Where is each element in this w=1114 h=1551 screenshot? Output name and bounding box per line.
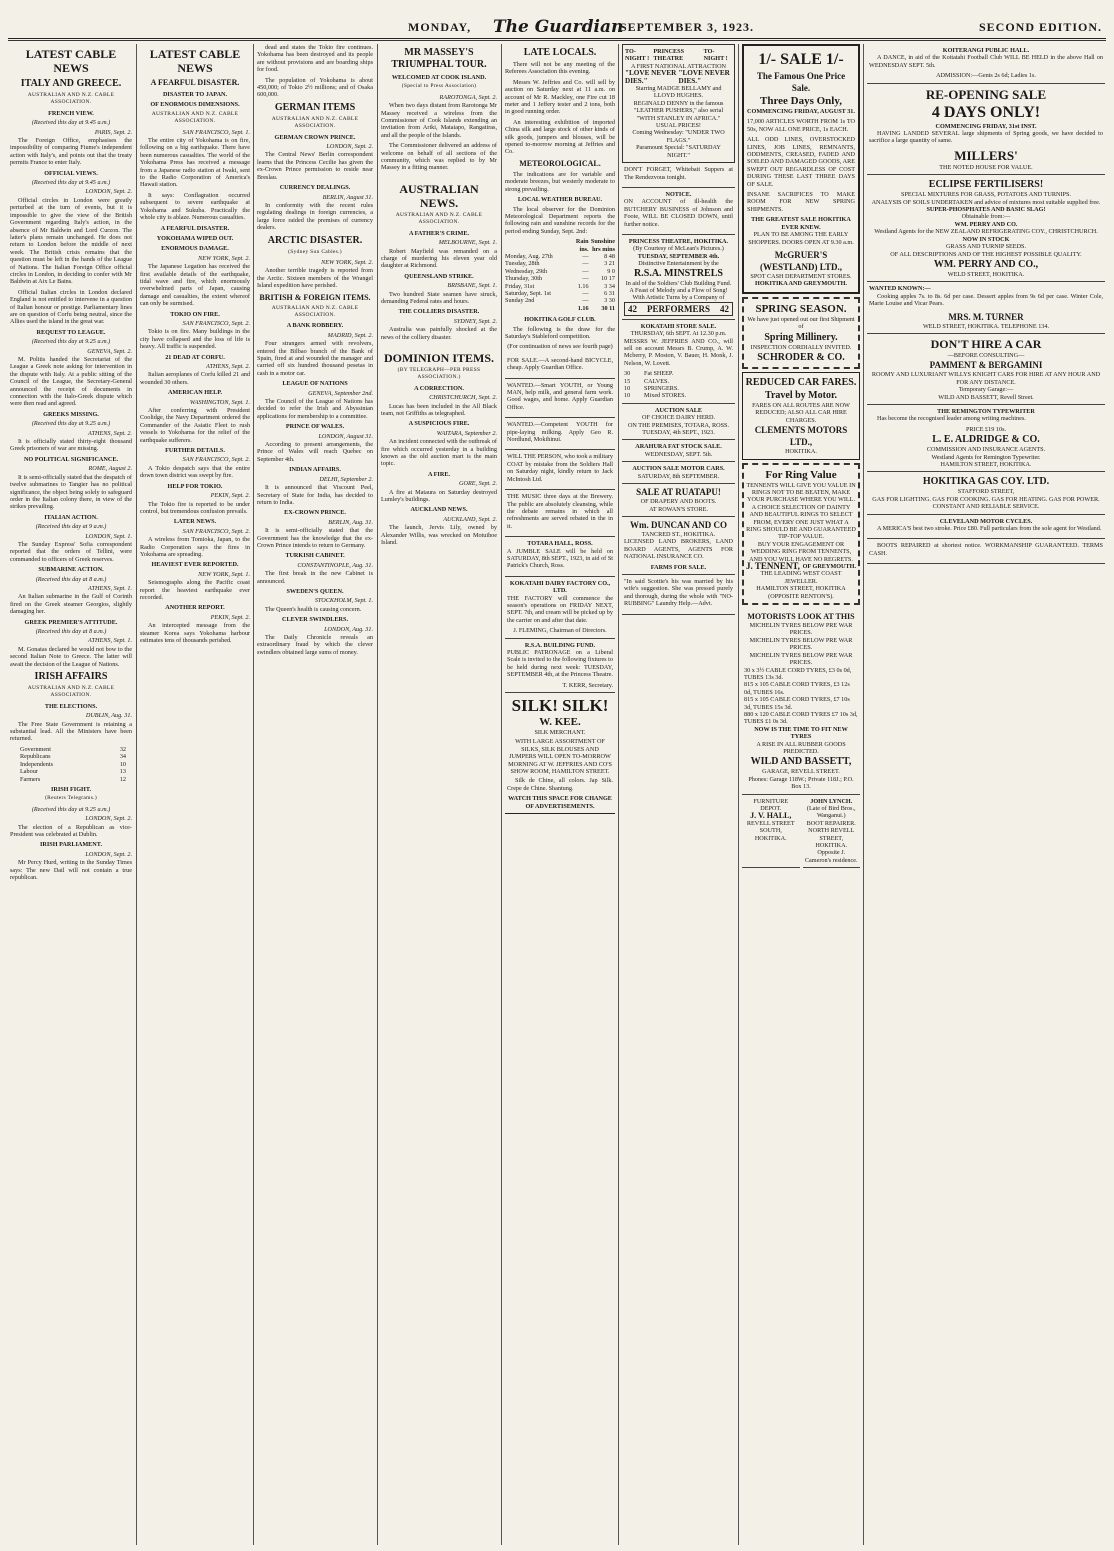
weather-row xyxy=(505,268,615,275)
headline: AUSTRALIAN NEWS. xyxy=(399,181,479,210)
tyres-ad: MOTORISTS LOOK AT THIS MICHELIN TYRES BELOW PRE WAR PRICES. MICHELIN TYRES BELOW PRE WAR PRICES. MICHELIN TYRES BELOW PRE WAR PRICES. 30 x 3½ CABLE CORD TYRES, £3 0s 0d, TUBES 13s 3d. 815 x 105 CABLE CORD TYRES, £3 12s 0d, TUBES 16s. 815 x 105 CABLE CORD TYRES, £7 10s 3d, TUBES 15s 3d. 880 x 120 CABLE CORD TYRES £7 10s 3d, TUBES £1 0s 3d. NOW IS THE TIME TO FIT NEW TYRES A RISE IN ALL RUBBER GOODS PREDICTED. WILD AND BASSETT, GARAGE, REVELL STREET. Phones: Garage 118W.; Private 118J.; P.O. Box 13. xyxy=(742,608,860,795)
subhead: IRISH PARLIAMENT. xyxy=(40,841,102,849)
weather-cell: 3 34 xyxy=(604,282,615,290)
subhead: INDIAN AFFAIRS. xyxy=(289,466,341,474)
dateline: NEW YORK, Sept. 2. xyxy=(321,258,373,266)
headline: MR MASSEY'S TRIUMPHAL TOUR. xyxy=(391,47,487,70)
dateline: PEKIN, Sept. 2. xyxy=(210,613,250,621)
column-8 xyxy=(867,44,1105,1545)
weather-cell: — xyxy=(582,275,589,283)
subhead: EX-CROWN PRINCE. xyxy=(284,509,346,517)
article-text: Official Italian circles in London declared England is not entitled to intervene in a question of Italian honour or prestige. Parliamentary lines are on question of Corfu being neutral, since the Allies used the island in the great war. xyxy=(10,288,132,326)
millinery-ad: SPRING SEASON. We have just opened out our first Shipment of Spring Millinery. INSPECTION CORDIALLY INVITED. SCHRODER & CO. xyxy=(742,297,860,369)
stock-label: SPRINGERS. xyxy=(644,385,679,393)
article-text: An incident connected with the outbreak of fire which occurred yesterday in a building known as the old auction mart is the main topic. xyxy=(381,438,497,468)
agency-line: AUSTRALIAN AND N.Z. CABLE ASSOCIATION. xyxy=(151,110,239,125)
weather-table xyxy=(505,238,615,312)
classified-ad: "In said Scottie's his was married by his wife's suggestion. She was pressed purely and thorough, during the whole with "NO-RUBBING" Laundry Help.—Advt. xyxy=(622,575,735,615)
weather-cell: — xyxy=(582,297,589,305)
article-text: Italian aeroplanes of Corfu killed 21 and wounded 30 others. xyxy=(140,371,250,386)
classified-ad: THE MUSIC three days at the Brewery. The public are absolutely cleansing, while the debate remains in which all refreshments are served rebated in the in it. xyxy=(505,490,615,537)
masthead-rule xyxy=(8,40,1106,41)
masthead-title: The Guardian xyxy=(493,17,624,37)
headline: BRITISH & FOREIGN ITEMS. xyxy=(259,292,371,302)
weather-cell: 8 48 xyxy=(604,252,615,260)
stock-item xyxy=(624,378,733,385)
dance-ad: KOITERANGI PUBLIC HALL. A DANCE, in aid of the Koitatahi Football Club WILL BE HELD in the above Hall on WEDNESDAY SEPT. 5th. ADMISSION:—Gents 2s 6d; Ladies 1s. xyxy=(867,44,1105,84)
stock-item xyxy=(624,392,733,399)
weather-row xyxy=(505,283,615,290)
weather-row xyxy=(505,305,615,312)
auction-ad: KOKATAHI STORE SALE. THURSDAY, 6th SEPT. At 12.30 p.m. MESSRS W. JEFFRIES AND CO., will sell on account Messrs B. Crump, A. W. Mcberry, P. Moston, V. Bauer, H. Monk, J. Nelson, W. Lovett. 30 Fat SHEEP. 15 CALVES. 10 SPRINGERS. 10 Mixed STORES. xyxy=(622,320,735,404)
weather-row xyxy=(505,290,615,297)
dateline: DELHI, September 2. xyxy=(319,475,373,483)
weather-cell: — xyxy=(582,260,589,268)
article-text: Tokio is on fire. Many buildings in the city have collapsed and the loss of life is heavy. All traffic is suspended. xyxy=(140,328,250,351)
article-text: Two hundred State seamen have struck, demanding Federal rates and hours. xyxy=(381,290,497,305)
tyre-price-line: 30 x 3½ CABLE CORD TYRES, £3 0s 0d, TUBES 13s 3d. xyxy=(744,666,852,681)
subhead: GREEKS MISSING. xyxy=(43,410,99,418)
agency-line: (Reuters Telegrams.) xyxy=(45,795,97,802)
masthead-edition: SECOND EDITION. xyxy=(978,19,1102,34)
article-text: Another terrible tragedy is reported from the Arctic. Sixteen members of the Wrangel Island expedition have perished. xyxy=(257,267,373,290)
weather-cell: Wednesday, 29th xyxy=(505,267,548,275)
article-text: The local observer for the Dominion Meteorological Department reports the following rain and sunshine records for the period ending Sunday, Sept. 2nd: xyxy=(505,205,615,235)
dateline: LONDON, Aug. 31. xyxy=(324,625,373,633)
article-text: The Sunday Express' Sofia correspondent reported that the orders of Tellini, were commanded to officers of Greek reserves. xyxy=(10,540,132,563)
subhead: 21 DEAD AT CORFU. xyxy=(165,353,225,361)
party-seats: 34 xyxy=(119,753,126,761)
party-name: Labour xyxy=(20,768,38,776)
classified-ad: WANTED.—Smart YOUTH, or Young MAN, help milk, and general farm work. Good wages, and home. Apply Guardian Office. xyxy=(505,379,615,419)
agency-line: AUSTRALIAN AND N.Z. CABLE ASSOCIATION. xyxy=(271,115,359,130)
column-7 xyxy=(742,44,860,1545)
weather-cell: Thursday, 30th xyxy=(505,275,543,283)
subhead: WELCOMED AT COOK ISLAND. xyxy=(391,74,487,81)
article-text: The Queen's health is causing concern. xyxy=(265,605,362,613)
weather-row xyxy=(505,253,615,260)
subhead: LOCAL WEATHER BUREAU. xyxy=(517,196,603,204)
article-text: Four strangers armed with revolvers, entered the Bilbao branch of the Bank of Spain, fired at and wounded the manager and carried off six hundred thousand pesetas in cash in a motor car. xyxy=(257,340,373,377)
classified-ad: DON'T FORGET, Whitebait Suppers at The Rendezvous tonight. xyxy=(622,163,735,188)
column-2 xyxy=(140,44,250,1545)
subhead: TOKIO ON FIRE. xyxy=(170,310,220,318)
dateline: (Received this day at 9.25 a.m.) xyxy=(31,805,111,813)
auction-ad: ARAHURA FAT STOCK SALE. WEDNESDAY, SEPT. 5th. xyxy=(622,440,735,462)
article-text: Official circles in London were greatly perturbed at the turn of events, but it is impossible to give the view of the British Government regarding Italy's action, in the absence of Mr Baldwin and Lord Curzon. The latter's plans remain unchanged. He does not return to London before the middle of next week. The British crisis remains that the question must be left in the hands of the League of Nations. The Italian Foreign Office official circles in London, in deciding to confer with Mr Baldwin at Aix Le Bains. xyxy=(10,196,132,286)
subhead: A FATHER'S CRIME. xyxy=(408,229,470,237)
classified-ad: WILL THE PERSON, who took a military COAT by mistake from the Soldiers Hall on Saturday night, kindly return to Jack McIntosh Ltd. xyxy=(505,450,615,490)
article-text: The Tokio fire is reported to be under control, but tremendous confusion prevails. xyxy=(140,500,250,515)
weather-cell: 9 0 xyxy=(607,267,615,275)
subhead: IRISH FIGHT. xyxy=(50,785,92,793)
weather-cell: — xyxy=(582,289,589,297)
stock-count: 30 xyxy=(624,370,631,378)
silk-headline: SILK! SILK! xyxy=(511,696,609,716)
headline: METEOROLOGICAL. xyxy=(519,158,601,168)
classified-ad: FOR SALE.—A second-hand BICYCLE, cheap. Apply Guardian Office. xyxy=(505,354,615,379)
article-text: The election of a Republican as vice-President was celebrated at Dublin. xyxy=(10,823,132,838)
article-text: The Japanese Legation has received the first available details of the earthquake, tidal wave and fire, which enormously overwhelmed parts of Japan, causing damage and casualties, the extent whereof can only be surmised. xyxy=(140,263,250,308)
dateline: MADRID, Sept. 2. xyxy=(327,331,373,339)
column-6 xyxy=(622,44,735,1545)
column-rule xyxy=(618,44,619,1545)
weather-cell: 1.16 xyxy=(577,282,589,290)
dateline: SAN FRANCISCO, Sept. 2. xyxy=(182,456,250,464)
dateline: CHRISTCHURCH, Sept. 2. xyxy=(429,394,497,402)
classified-ad: R.S.A. BUILDING FUND. PUBLIC PATRONAGE on a Liberal Scale is invited to the following fixtures to be held during next week: TUESDAY, SEPTEMBER 4th, at the Princess Theatre. T. KERR, Secretary. xyxy=(505,639,615,693)
dateline: MELBOURNE, Sept. 1. xyxy=(438,239,497,247)
furniture-ad: FURNITURE DEPOT. J. V. HALL, REVELL STREET SOUTH, HOKITIKA. xyxy=(742,795,800,869)
article-text: A fire at Mataura on Saturday destroyed Lumley's buildings. xyxy=(381,488,497,504)
motor-fares-ad: REDUCED CAR FARES. Travel by Motor. FARES ON ALL ROUTES ARE NOW REDUCED; ALSO ALL CAR HIRE CHARGES. CLEMENTS MOTORS LTD., HOKITIKA. xyxy=(742,372,860,460)
party-seats: 10 xyxy=(119,760,126,768)
dateline: GORE, Sept. 2. xyxy=(459,480,497,488)
article-text: It says: Conflagration occurred subsequent to severe earthquake at Yokohama and Sukuba. Practically the whole city is ablaze. Numerous casualties. xyxy=(140,191,250,222)
dateline: LONDON, Sept. 1. xyxy=(85,532,132,540)
dateline: WASHINGTON, Sept. 1. xyxy=(189,398,250,406)
article-text: It is announced that Viscount Peel, Secretary of State for India, has decided to return to India. xyxy=(257,484,373,506)
article-text: The Commissioner delivered an address of welcome on behalf of all sections of the community, which was replied to by Mr Massey in a fitting manner. xyxy=(381,142,497,172)
subhead: A BANK ROBBERY. xyxy=(286,322,344,330)
stock-list xyxy=(624,370,733,400)
headline: LATEST CABLE NEWS xyxy=(149,47,241,75)
dateline: ATHENS, Sept. 1. xyxy=(88,584,132,592)
subhead: DISASTER TO JAPAN. xyxy=(162,91,228,98)
article-text: It is semi-officially stated that the despatch of twelve submarines to Tangier has no political significance, the object being solely to safeguard order in the Italian colony there, in view of the strikes prevailing. xyxy=(10,473,132,511)
theatre-ad: TO-NIGHT ! PRINCESS THEATRE TO-NIGHT ! A FIRST NATIONAL ATTRACTION "LOVE NEVER DIES." "LOVE NEVER DIES." Starring MADGE BELLAMY and LLOYD HUGHES. REGINALD DENNY in the famous "LEATHER PUSHERS," also serial "WITH STANLEY IN AFRICA." USUAL PRICES! Coming Wednesday: "UNDER TWO FLAGS." Paramount Special: "SATURDAY NIGHT." xyxy=(622,44,735,163)
article-text: Seismographs along the Pacific coast report the heaviest earthquake ever recorded. xyxy=(140,579,250,601)
weather-cell xyxy=(505,305,569,312)
article-text: After conferring with President Coolidge, the Navy Department ordered the Commander of the Asiatic Fleet to rush vessels to Yokohama for the relief of the earthquake sufferers. xyxy=(140,407,250,444)
dateline: GENEVA, Sept. 2. xyxy=(87,347,132,355)
headline: A FEARFUL DISASTER. xyxy=(150,78,240,87)
weather-row xyxy=(505,260,615,267)
dateline: SAN FRANCISCO, Sept. 2. xyxy=(182,527,250,535)
dateline: LONDON, Sept. 2. xyxy=(326,143,373,151)
weather-row xyxy=(505,238,615,253)
party-name: Independents xyxy=(20,760,53,768)
auction-ad: AUCTION SALE MOTOR CARS. SATURDAY, 8th SEPTEMBER. xyxy=(622,462,735,484)
boot-repairer-ad: JOHN LYNCH. (Late of Bird Bros., Wanganui.) BOOT REPAIRER. NORTH REVELL STREET, HOKITIKA. Opposite J. Cameron's residence. xyxy=(803,795,861,869)
weather-cell: — xyxy=(582,267,589,275)
article-text: In conformity with the recent rules regulating dealings in foreign currencies, a large force raided the premises of currency dealers. xyxy=(257,201,373,232)
article-text: The Free State Government is retaining a substantial lead. All the Ministers have been returned. xyxy=(10,720,132,743)
subhead: TURKISH CABINET. xyxy=(285,552,345,560)
subhead: OFFICIAL VIEWS. xyxy=(44,169,98,177)
agency-line: (BY TELEGRAPH—PER PRESS ASSOCIATION.) xyxy=(397,366,481,381)
column-rule xyxy=(253,44,254,1545)
auction-ad: AUCTION SALE OF CHOICE DAIRY HERD. ON THE PREMISES, TOTARA, ROSS. TUESDAY, 4th SEPT., 1923. xyxy=(622,404,735,441)
dateline: PEKIN, Sept. 2. xyxy=(210,492,250,500)
dateline: DUBLIN, Aug. 31. xyxy=(85,712,132,720)
results-row xyxy=(20,776,126,783)
article-text: The Foreign Office, emphasises the impossibility of comparing Fiume's independent action with Italy's, and points out that the treaty permits France to enter Italy. xyxy=(10,137,132,167)
gas-company-ad: HOKITIKA GAS COY. LTD. STAFFORD STREET, GAS FOR LIGHTING. GAS FOR COOKING. GAS FOR HEATING. GAS FOR POWER. CONSTANT AND RELIABLE SERVICE. xyxy=(867,472,1105,514)
column-rule xyxy=(136,44,137,1545)
weather-cell: Tuesday, 28th xyxy=(505,260,540,268)
jeweller-ad: For Ring Value TENNENTS WILL GIVE YOU VALUE IN RINGS NOT TO BE BEATEN, MAKE YOUR PURCHASE WHERE YOU WILL. A CHOICE SELECTION OF DAINTY AND BEAUTIFUL RINGS TO SELECT FROM, EVERY ONE JUST WHAT A RING SHOULD BE AND GUARANTEED TIP-TOP VALUE. BUY YOUR ENGAGEMENT OR WEDDING RING FROM TENNENTS, AND YOU WILL HAVE NO REGRETS. J. TENNENT, OF GREYMOUTH. THE LEADING WEST COAST JEWELLER. HAMILTON STREET, HOKITIKA (OPPOSITE RENTON'S). xyxy=(742,463,860,606)
article-text: A Tokio despatch says that the entire down town district was swept by fire. xyxy=(140,464,250,480)
stock-label: CALVES. xyxy=(644,377,670,385)
weather-cell: Friday, 31st xyxy=(505,282,535,290)
results-row xyxy=(20,768,126,775)
subhead: A CORRECTION. xyxy=(414,384,464,392)
column-rule xyxy=(863,44,864,1545)
dateline: ATHENS, Sept. 2. xyxy=(88,429,132,437)
tyre-list xyxy=(744,667,858,726)
dateline: (Received this day at 9.45 a.m.) xyxy=(31,179,111,187)
weather-cell: 10 17 xyxy=(601,275,615,283)
article-text: M. Gonatas declared he would not bow to the second Italian Note to Greece. The latter will await the decision of the League of Nations. xyxy=(10,645,132,668)
headline: ITALY AND GREECE. xyxy=(20,78,122,89)
weather-cell: 6 31 xyxy=(604,289,615,297)
subhead: A FEARFUL DISASTER. xyxy=(160,224,230,232)
dateline: (Received this day at 9 a.m.) xyxy=(35,523,107,531)
article-text: The entire city of Yokohama is on fire, following on a big earthquake. There have been numerous casualties. The world of the Yokohama Press has received a message from a Japanese radio station at Iwaki, sent to the Radio Corporation of America's Hawaii station. xyxy=(140,137,250,189)
article-text: M. Politis handed the Secretariat of the League a Greek note asking for intervention in the dispute with Italy. At a public sitting of the Council of the League, the Secretary-General announced the receipt of documents in connection with the Italo-Greek dispute which were then read and agreed. xyxy=(10,356,132,408)
subhead: GERMAN CROWN PRINCE. xyxy=(274,133,356,141)
subhead: HELP FOR TOKIO. xyxy=(167,482,223,490)
subhead: THE COLLIERS DISASTER. xyxy=(398,308,480,316)
weather-cell: Rain ins. xyxy=(575,238,589,253)
article-text: dead and states the Tokio fire continues. Yokohama has been destroyed and its people are without provisions and are boarding ships for food. xyxy=(257,44,373,74)
article-text: When two days distant from Rarotonga Mr Massey received a wireless from the Commissioner of Cook Islands extending an invitation from Ariki, Mataiapo, Rangatiras, and all the people of the Islands. xyxy=(381,102,497,139)
dateline: SYDNEY, Sept. 2. xyxy=(453,317,497,325)
subhead: SWEDEN'S QUEEN. xyxy=(286,587,344,595)
boots-ad: BOOTS REPAIRED at shortest notice. WORKMANSHIP GUARANTEED. TERMS CASH. xyxy=(867,539,1105,564)
article-text: Lucas has been included in the All Black team, not Griffiths as telegraphed. xyxy=(381,402,497,417)
party-name: Farmers xyxy=(20,775,41,783)
weather-cell: 3 30 xyxy=(604,297,615,305)
article-text: Robert Mayfield was remanded on a charge of murdering his eleven year old daughter at Richmond. xyxy=(381,247,497,270)
agency-line: (Sydney Sun Cables.) xyxy=(288,248,342,255)
column-rule xyxy=(377,44,378,1545)
dateline: GENEVA, September 2nd. xyxy=(308,389,373,397)
dateline: AUCKLAND, Sept. 2. xyxy=(443,515,497,523)
article-text: The indications are for variable and moderate breezes, but westerly moderate to strong prevailing. xyxy=(505,170,615,193)
weather-cell: — xyxy=(582,252,589,260)
article-text: The first break in the new Cabinet is announced. xyxy=(257,570,373,585)
subhead: OF ENORMOUS DIMENSIONS. xyxy=(150,101,240,109)
classified-ad: NOTICE. ON ACCOUNT of ill-health the BUTCHERY BUSINESS of Johnson and Foote, WILL BE CLOSED DOWN, until further notice. xyxy=(622,188,735,235)
article-text: The following is the draw for the Saturday's Stableford competition. xyxy=(505,325,615,340)
typewriter-ad: THE REMINGTON TYPEWRITER Has become the recognised leader among writing machines. PRICE £19 10s. L. E. ALDRIDGE & CO. COMMISSION AND INSURANCE AGENTS. Westland Agents for Remington Typewriter. HAMILTON STREET, HOKITIKA. xyxy=(867,405,1105,472)
weather-cell: Saturday, Sept. 1st xyxy=(505,289,552,297)
land-brokers-ad: Wm. DUNCAN AND CO TANCRED ST., HOKITIKA. LICENSED LAND BROKERS, LAND BOARD AGENTS, AGENTS FOR NATIONAL INSURANCE CO. FARMS FOR SALE. xyxy=(622,517,735,575)
headline: GERMAN ITEMS xyxy=(274,101,356,113)
dateline: SAN FRANCISCO, Sept. 1. xyxy=(182,128,250,136)
dateline: LONDON, Sept. 2. xyxy=(85,850,132,858)
article-text: According to present arrangements, the Prince of Wales will reach Quebec on September 4th. xyxy=(257,441,373,463)
subhead: GREEK PREMIER'S ATTITUDE. xyxy=(24,618,118,626)
reopening-sale-ad: RE-OPENING SALE 4 DAYS ONLY! COMMENCING FRIDAY, 31st INST. HAVING LANDED SEVERAL large shipments of Spring goods, we have decided to sacrifice a large quantity of same. MILLERS' THE NOTED HOUSE FOR VALUE. xyxy=(867,84,1105,176)
weather-row xyxy=(505,297,615,304)
article-text: The Central News' Berlin correspondent learns that the Princess Cecilie has given the ex-Crown Prince permission to reside near Breslau. xyxy=(257,151,373,181)
weather-cell: Monday, Aug. 27th xyxy=(505,252,553,260)
dateline: WAITARA, September 2. xyxy=(436,429,497,437)
motorcycle-ad: CLEVELAND MOTOR CYCLES. A MERICA'S best two stroke. Price £80. Full particulars from the sole agent for Westland. xyxy=(867,515,1105,540)
subhead: AUCKLAND NEWS. xyxy=(410,506,468,514)
article-text: Mr Percy Hurd, writing in the Sunday Times says: The new Dail will not contain a true republican. xyxy=(10,859,132,881)
article-text: The launch, Jervis Lily, owned by Alexander Willis, was wrecked on Motuihoe Island. xyxy=(381,524,497,547)
column-5 xyxy=(505,44,615,1545)
subhead: NO POLITICAL SIGNIFICANCE. xyxy=(23,455,119,463)
headline: DOMINION ITEMS. xyxy=(383,350,494,365)
car-hire-ad: DON'T HIRE A CAR —BEFORE CONSULTING— PAMMENT & BERGAMINI ROOMY AND LUXURIANT WILLYS KNIGHT CARS FOR HIRE AT ANY HOUR AND FOR ANY DISTANCE. Temporary Garage:— WILD AND BASSETT, Revell Street. xyxy=(867,334,1105,405)
article-text: Australia was painfully shocked at the news of the colliery disaster. xyxy=(381,326,497,341)
stock-count: 10 xyxy=(624,392,631,400)
tyre-price-line: 815 x 105 CABLE CORD TYRES, £7 10s 3d, TUBES 15s 3d. xyxy=(744,696,850,711)
dateline: STOCKHOLM, Sept. 1. xyxy=(314,597,373,605)
subhead: FURTHER DETAILS. xyxy=(165,447,225,455)
stock-count: 15 xyxy=(624,377,631,385)
weather-cell: 1.16 xyxy=(577,304,589,312)
column-3 xyxy=(257,44,373,1545)
masthead xyxy=(8,16,1106,39)
dateline: LONDON, Sept. 2. xyxy=(85,188,132,196)
agency-line: AUSTRALIAN AND N.Z. CABLE ASSOCIATION. xyxy=(395,211,483,226)
dateline: BERLIN, August 31. xyxy=(322,193,373,201)
dateline: LONDON, August 31. xyxy=(318,432,373,440)
article-text: Messrs W. Jeffries and Co. will sell by auction on Saturday next at 11 a.m. on account of Mr R. Mackley, one Fire cut 18 meter and 1 Jeffery tester and 2 tons, both in good running order. xyxy=(505,78,615,116)
drapery-sale-ad: SALE AT RUATAPU! OF DRAPERY AND BOOTS. AT ROWAN'S STORE. xyxy=(622,484,735,517)
weather-row xyxy=(505,275,615,282)
subhead: REQUEST TO LEAGUE. xyxy=(36,328,106,336)
subhead: CURRENCY DEALINGS. xyxy=(279,184,351,192)
weather-cell: 3 21 xyxy=(604,260,615,268)
stock-count: 10 xyxy=(624,385,631,393)
classified-ad: TOTARA HALL, ROSS. A JUMBLE SALE will be held on SATURDAY, 8th SEPT., 1923, in aid of St Patrick's Church, Ross. xyxy=(505,537,615,577)
classified-ad: KOKATAHI DAIRY FACTORY CO., LTD. THE FACTORY will commence the season's operations on FRIDAY NEXT, SEPT. 7th, and cream will be picked up by the carrier on and after that date. J. FLEMING, Chairman of Directors. xyxy=(505,577,615,639)
dateline: (Received this day at 9.25 a.m.) xyxy=(31,420,111,428)
subhead: SUBMARINE ACTION. xyxy=(38,566,104,574)
stock-item xyxy=(624,385,733,392)
subhead: FRENCH VIEW. xyxy=(48,109,94,117)
article-text: The Council of the League of Nations has decided to refer the Irish and Abyssinian applications for membership to a committee. xyxy=(257,398,373,420)
party-name: Republicans xyxy=(20,753,51,761)
dateline: ATHENS, Sept. 2. xyxy=(206,363,250,370)
dateline: ATHENS, Sept. 1. xyxy=(88,637,132,645)
dateline: NEW YORK, Sept. 2. xyxy=(198,254,250,262)
subhead: A FIRE. xyxy=(427,470,450,478)
subhead: HEAVIEST EVER REPORTED. xyxy=(151,561,239,569)
article-text: An intercepted message from the steamer Korea says Yokohama harbour estimates tens of thousands perished. xyxy=(140,622,250,644)
dateline: SAN FRANCISCO, Sept. 2. xyxy=(182,319,250,327)
article-text: A wireless from Tomioka, Japan, to the Radio Corporation says the fires in Yokohama are spreading. xyxy=(140,536,250,558)
party-seats: 32 xyxy=(119,745,126,753)
article-text: The Daily Chronicle reveals an extraordinary fraud by which the clever swindlers obtained large sums of money. xyxy=(257,634,373,656)
weather-cell: 30 11 xyxy=(601,304,615,312)
dateline: ROME, August 2. xyxy=(88,465,132,473)
subhead: THE ELECTIONS. xyxy=(44,702,98,710)
dateline: CONSTANTINOPLE, Aug. 31. xyxy=(297,561,373,569)
subhead: ANOTHER REPORT. xyxy=(165,604,225,612)
subhead: ENORMOUS DAMAGE. xyxy=(161,245,229,253)
stock-item xyxy=(624,370,733,377)
article-text: The population of Yokohama is about 450,000; of Tokio 2½ millions; and of Osaka 600,000. xyxy=(257,76,373,99)
article-text: An Italian submarine in the Gulf of Corinth fired on the Greek steamer Georgios, slightly damaging her. xyxy=(10,593,132,616)
party-seats: 12 xyxy=(119,775,126,783)
subhead: CLEVER SWINDLERS. xyxy=(281,616,349,624)
column-rule xyxy=(501,44,502,1545)
dateline: BRISBANE, Sept. 1. xyxy=(447,282,497,290)
agency-line: AUSTRALIAN AND N.Z. CABLE ASSOCIATION. xyxy=(271,304,359,318)
dateline: RAROTONGA, Sept. 2. xyxy=(439,93,497,101)
stock-label: Mixed STORES. xyxy=(644,392,687,400)
dateline: PARIS, Sept. 2. xyxy=(94,128,132,136)
agency-line: AUSTRALIAN AND N.Z. CABLE ASSOCIATION. xyxy=(27,92,115,106)
masthead-day: MONDAY, xyxy=(408,19,472,34)
sale-ad: 1/- SALE 1/- The Famous One Price Sale. Three Days Only, COMMENCING FRIDAY, AUGUST 31. 17,000 ARTICLES WORTH FROM 1s TO 50s, NOW ALL ONE PRICE, 1s EACH. ALL ODD LINES, OVERSTOCKED LINES, JOB LINES, REMNANTS, ODDMENTS, CREASED, FADED AND SOILED AND DAMAGED GOODS, ARE SWEPT OUT REGARDLESS OF COST DURING THESE LAST THREE DAYS OF SALE. INSANE SACRIFICES TO MAKE ROOM FOR NEW SPRING SHIPMENTS. THE GREATEST SALE HOKITIKA EVER KNEW. PLAN TO BE AMONG THE EARLY SHOPPERS. DOORS OPEN AT 9.30 a.m. McGRUER'S (WESTLAND) LTD., SPOT CASH DEPARTMENT STORES. HOKITIKA AND GREYMOUTH. xyxy=(742,44,860,294)
subhead: LEAGUE OF NATIONS xyxy=(282,380,348,388)
results-row xyxy=(20,761,126,768)
column-4 xyxy=(381,44,497,1545)
weather-cell: Sunshine hrs mins xyxy=(590,238,615,253)
subhead: PRINCE OF WALES. xyxy=(285,423,345,431)
dateline: NEW YORK, Sept. 1. xyxy=(198,570,250,578)
dateline: (Received this day at 8 a.m.) xyxy=(35,628,107,635)
subhead: QUEENSLAND STRIKE. xyxy=(404,272,474,280)
tyre-price-line: 815 x 105 CABLE CORD TYRES, £3 12s 0d, TUBES 16s. xyxy=(744,681,850,696)
subhead: YOKOHAMA WIPED OUT. xyxy=(156,234,234,242)
article-text: It is semi-officially stated that the Government has the knowledge that the ex-Crown Prince intends to return to Germany. xyxy=(257,527,373,549)
subhead: A SUSPICIOUS FIRE. xyxy=(408,420,470,428)
tyre-price-line: 880 x 120 CABLE CORD TYRES £7 10s 3d, TUBES £1 0s 3d. xyxy=(744,710,858,726)
headline: LATEST CABLE NEWS xyxy=(25,47,117,75)
fruit-ad: WANTED KNOWN:— Cooking apples 7s. to 8s. 6d per case. Dessert apples from 9s 6d per case. Winter Cole, Marie Louise and Vicar Pears. MRS. M. TURNER WELD STREET, HOKITIKA. TELEPHONE 134. xyxy=(867,282,1105,334)
weather-cell xyxy=(505,238,569,253)
subhead: LATER NEWS. xyxy=(173,518,217,526)
article-text: An interesting exhibition of imported China silk and large stock of other kinds of silk goods, jumpers and blouses, will be opened to-morrow morning at Jeffries and Co. xyxy=(505,118,615,156)
agency-line: (Special to Press Association) xyxy=(401,83,477,90)
subhead: HOKITIKA GOLF CLUB. xyxy=(524,316,596,324)
fertiliser-ad: ECLIPSE FERTILISERS! SPECIAL MIXTURES FOR GRASS, POTATOES AND TURNIPS. ANALYSIS OF SOILS UNDERTAKEN and advice of mixtures most suitable supplied free. SUPER-PHOSPHATES AND BASIC SLAG! Obtainable from:— WM. PERRY AND CO. Westland Agents for the NEW ZEALAND REFRIGERATING COY., CHRISTCHURCH. NOW IN STOCK GRASS AND TURNIP SEEDS. OF ALL DESCRIPTIONS AND OF THE HIGHEST POSSIBLE QUALITY. WM. PERRY AND CO., WELD STREET, HOKITIKA. xyxy=(867,175,1105,282)
results-row xyxy=(20,753,126,760)
headline: ARCTIC DISASTER. xyxy=(267,234,363,246)
dateline: LONDON, Sept. 2. xyxy=(85,815,132,823)
headline: IRISH AFFAIRS xyxy=(34,671,108,683)
dateline: (Received this day at 9.45 a.m.) xyxy=(31,119,111,127)
party-name: Government xyxy=(20,745,51,753)
stock-label: Fat SHEEP. xyxy=(644,370,674,378)
article-text: There will not be any meeting of the Referees Association this evening. xyxy=(505,61,615,76)
results-table xyxy=(20,746,126,783)
minstrels-ad: PRINCESS THEATRE, HOKITIKA. (By Courtesy of McLean's Pictures.) TUESDAY, SEPTEMBER 4th. Distinctive Entertainment by the R.S.A. MINSTRELS In aid of the Soldiers' Club Building Fund. A Feast of Melody and a Flow of Song! With Artistic Turns by a Company of 42 PERFORMERS 42 xyxy=(622,235,735,320)
headline: LATE LOCALS. xyxy=(523,47,597,58)
subhead: AMERICAN HELP. xyxy=(167,389,223,397)
party-seats: 13 xyxy=(119,768,126,776)
column-1 xyxy=(10,44,132,1545)
subhead: ITALIAN ACTION. xyxy=(44,513,98,521)
results-row xyxy=(20,746,126,753)
article-text: It is officially stated thirty-eight thousand Greek prisoners of war are missing. xyxy=(10,438,132,453)
continuation-note: (For continuation of news see fourth page) xyxy=(507,343,613,351)
dateline: (Received this day at 9.25 a.m.) xyxy=(31,338,111,346)
classified-ad: WANTED.—Competent YOUTH for pipe-laying milking. Apply Geo R. Nordlund, Mokihinui. xyxy=(505,418,615,450)
weather-cell: Sunday 2nd xyxy=(505,297,535,305)
dateline: (Received this day at 8 a.m.) xyxy=(35,575,107,583)
masthead-date: SEPTEMBER 3, 1923. xyxy=(620,19,755,34)
agency-line: AUSTRALIAN AND N.Z. CABLE ASSOCIATION. xyxy=(27,685,115,699)
column-rule xyxy=(738,44,739,1545)
dateline: BERLIN, Aug. 31. xyxy=(328,518,373,526)
silk-ad: SILK! SILK! W. KEE. SILK MERCHANT. WITH LARGE ASSORTMENT OF SILKS, SILK BLOUSES AND JUMPERS WILL OPEN TO-MORROW MORNING AT W. JEFFRIES AND CO'S SHOW ROOM, HAMILTON STREET. Silk de Chine, all colors. Jap Silk. Crepe de Chine. Shantung. WATCH THIS SPACE FOR CHANGE OF ADVERTISEMENTS. xyxy=(505,693,615,814)
